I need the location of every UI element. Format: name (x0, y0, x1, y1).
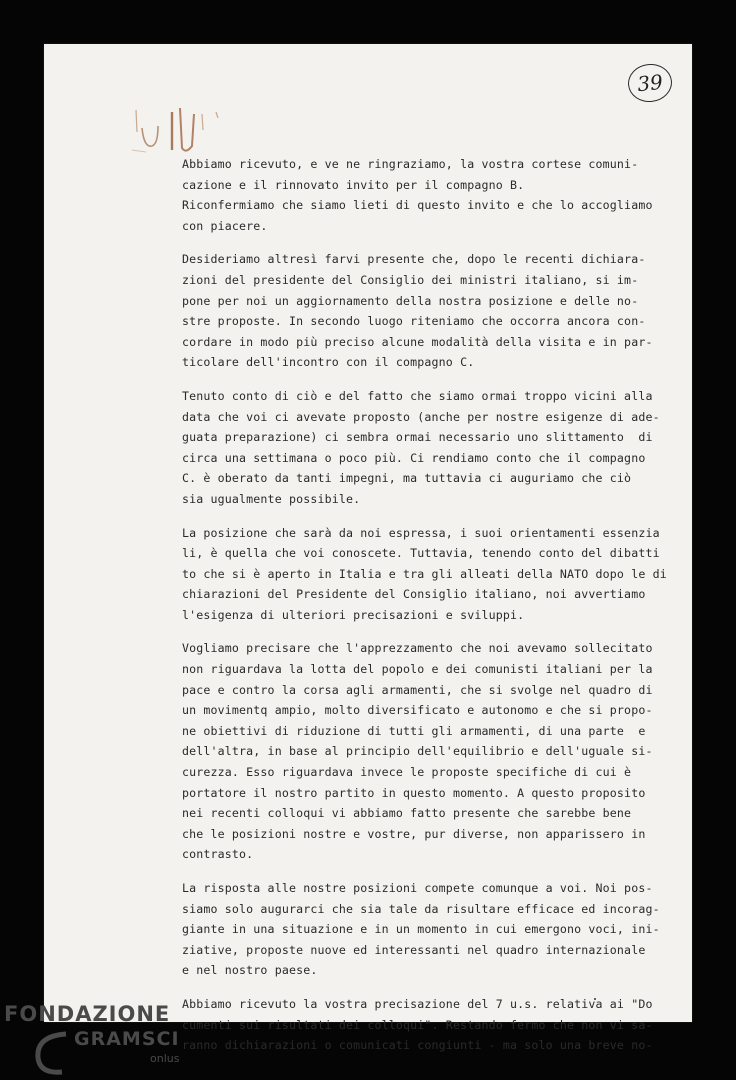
paragraph (182, 523, 667, 626)
text-line: dell'altra, in base al principio dell'equilibrio e dell'uguale si- (182, 744, 653, 759)
text-line: guata preparazione) ci sembra ormai necessario uno slittamento di (182, 430, 653, 445)
paragraph (182, 994, 653, 1056)
text-line: sia ugualmente possibile. (182, 491, 361, 506)
text-line: siamo solo augurarci che sia tale da risultare efficace ed incorag- (182, 901, 660, 916)
text-line: ne obiettivi di riduzione di tutti gli armamenti, di una parte e (182, 723, 646, 738)
text-line: Desideriamo altresì farvi presente che, dopo le recenti dichiara- (182, 252, 646, 267)
text-line: pone per noi un aggiornamento della nostra posizione e delle no- (182, 293, 639, 308)
watermark-line3: onlus (150, 1052, 180, 1065)
watermark-logo (0, 998, 200, 1080)
letter-body (182, 154, 667, 1069)
text-line: li, è quella che voi conoscete. Tuttavia, tenendo conto del dibatti (182, 546, 660, 561)
text-line: cazione e il rinnovato invito per il compagno B. (182, 177, 525, 192)
text-line: non riguardava la lotta del popolo e dei comunisti italiani per la (182, 662, 653, 677)
text-line: nei recenti colloqui vi abbiamo fatto presente che sarebbe bene (182, 806, 632, 821)
text-line: l'esigenza di ulteriori precisazioni e sviluppi. (182, 607, 525, 622)
text-line: con piacere. (182, 218, 268, 233)
text-line: portatore il nostro partito in questo momento. A questo proposito (182, 785, 646, 800)
text-line: ranno dichiarazioni o comunicati congiunti - ma solo una breve no- (182, 1038, 653, 1053)
text-line: Abbiamo ricevuto la vostra precisazione del 7 u.s. relativa ai "Do (182, 996, 653, 1011)
watermark-line1: FONDAZIONE (4, 1002, 171, 1026)
text-line: curezza. Esso riguardava invece le proposte specifiche di cui è (182, 765, 632, 780)
paragraph (182, 638, 653, 865)
text-line: zioni del presidente del Consiglio dei ministri italiano, si im- (182, 272, 639, 287)
paragraph (182, 249, 653, 373)
paragraph (182, 154, 653, 236)
watermark-line2: GRAMSCI (74, 1028, 180, 1050)
text-line: giante in una situazione e in un momento in cui emergono voci, ini- (182, 922, 660, 937)
paragraph (182, 386, 660, 510)
text-line: pace e contro la corsa agli armamenti, che si svolge nel quadro di (182, 682, 653, 697)
text-line: Tenuto conto di ciò e del fatto che siamo ormai troppo vicini alla (182, 388, 653, 403)
text-line: che le posizioni nostre e vostre, pur diverse, non apparissero in (182, 826, 646, 841)
text-line: C. è oberato da tanti impegni, ma tuttavia ci auguriamo che ciò (182, 471, 632, 486)
text-line: e nel nostro paese. (182, 963, 318, 978)
text-line: un movimentq ampio, molto diversificato e autonomo e che si propo- (182, 703, 653, 718)
text-line: ticolare dell'incontro con il compagno C. (182, 355, 475, 370)
text-line: stre proposte. In secondo luogo riteniamo che occorra ancora con- (182, 314, 646, 329)
page-number: 39 (626, 62, 674, 104)
text-line: La posizione che sarà da noi espressa, i suoi orientamenti essenzia (182, 525, 660, 540)
text-line: data che voi ci avevate proposto (anche per nostre esigenze di ade- (182, 409, 660, 424)
text-line: contrasto. (182, 847, 254, 862)
text-line: circa una settimana o poco più. Ci rendiamo conto che il compagno (182, 450, 646, 465)
text-line: Riconfermiamo che siamo lieti di questo invito e che lo accogliamo (182, 198, 653, 213)
text-line: chiarazioni del Presidente del Consiglio italiano, noi avvertiamo (182, 587, 646, 602)
text-line: Vogliamo precisare che l'apprezzamento che noi avevamo sollecitato (182, 641, 653, 656)
text-line: cumenti sui risultati dei colloqui". Restando fermo che non vi sa- (182, 1017, 653, 1032)
text-line: La risposta alle nostre posizioni compete comunque a voi. Noi pos- (182, 881, 653, 895)
text-line: to che si è aperto in Italia e tra gli alleati della NATO dopo le di (182, 566, 667, 581)
paragraph (182, 878, 660, 981)
text-line: Abbiamo ricevuto, e ve ne ringraziamo, la vostra cortese comuni- (182, 157, 639, 171)
text-line: ziative, proposte nuove ed interessanti nel quadro internazionale (182, 942, 646, 957)
text-line: cordare in modo più preciso alcune modalità della visita e in par- (182, 334, 653, 349)
